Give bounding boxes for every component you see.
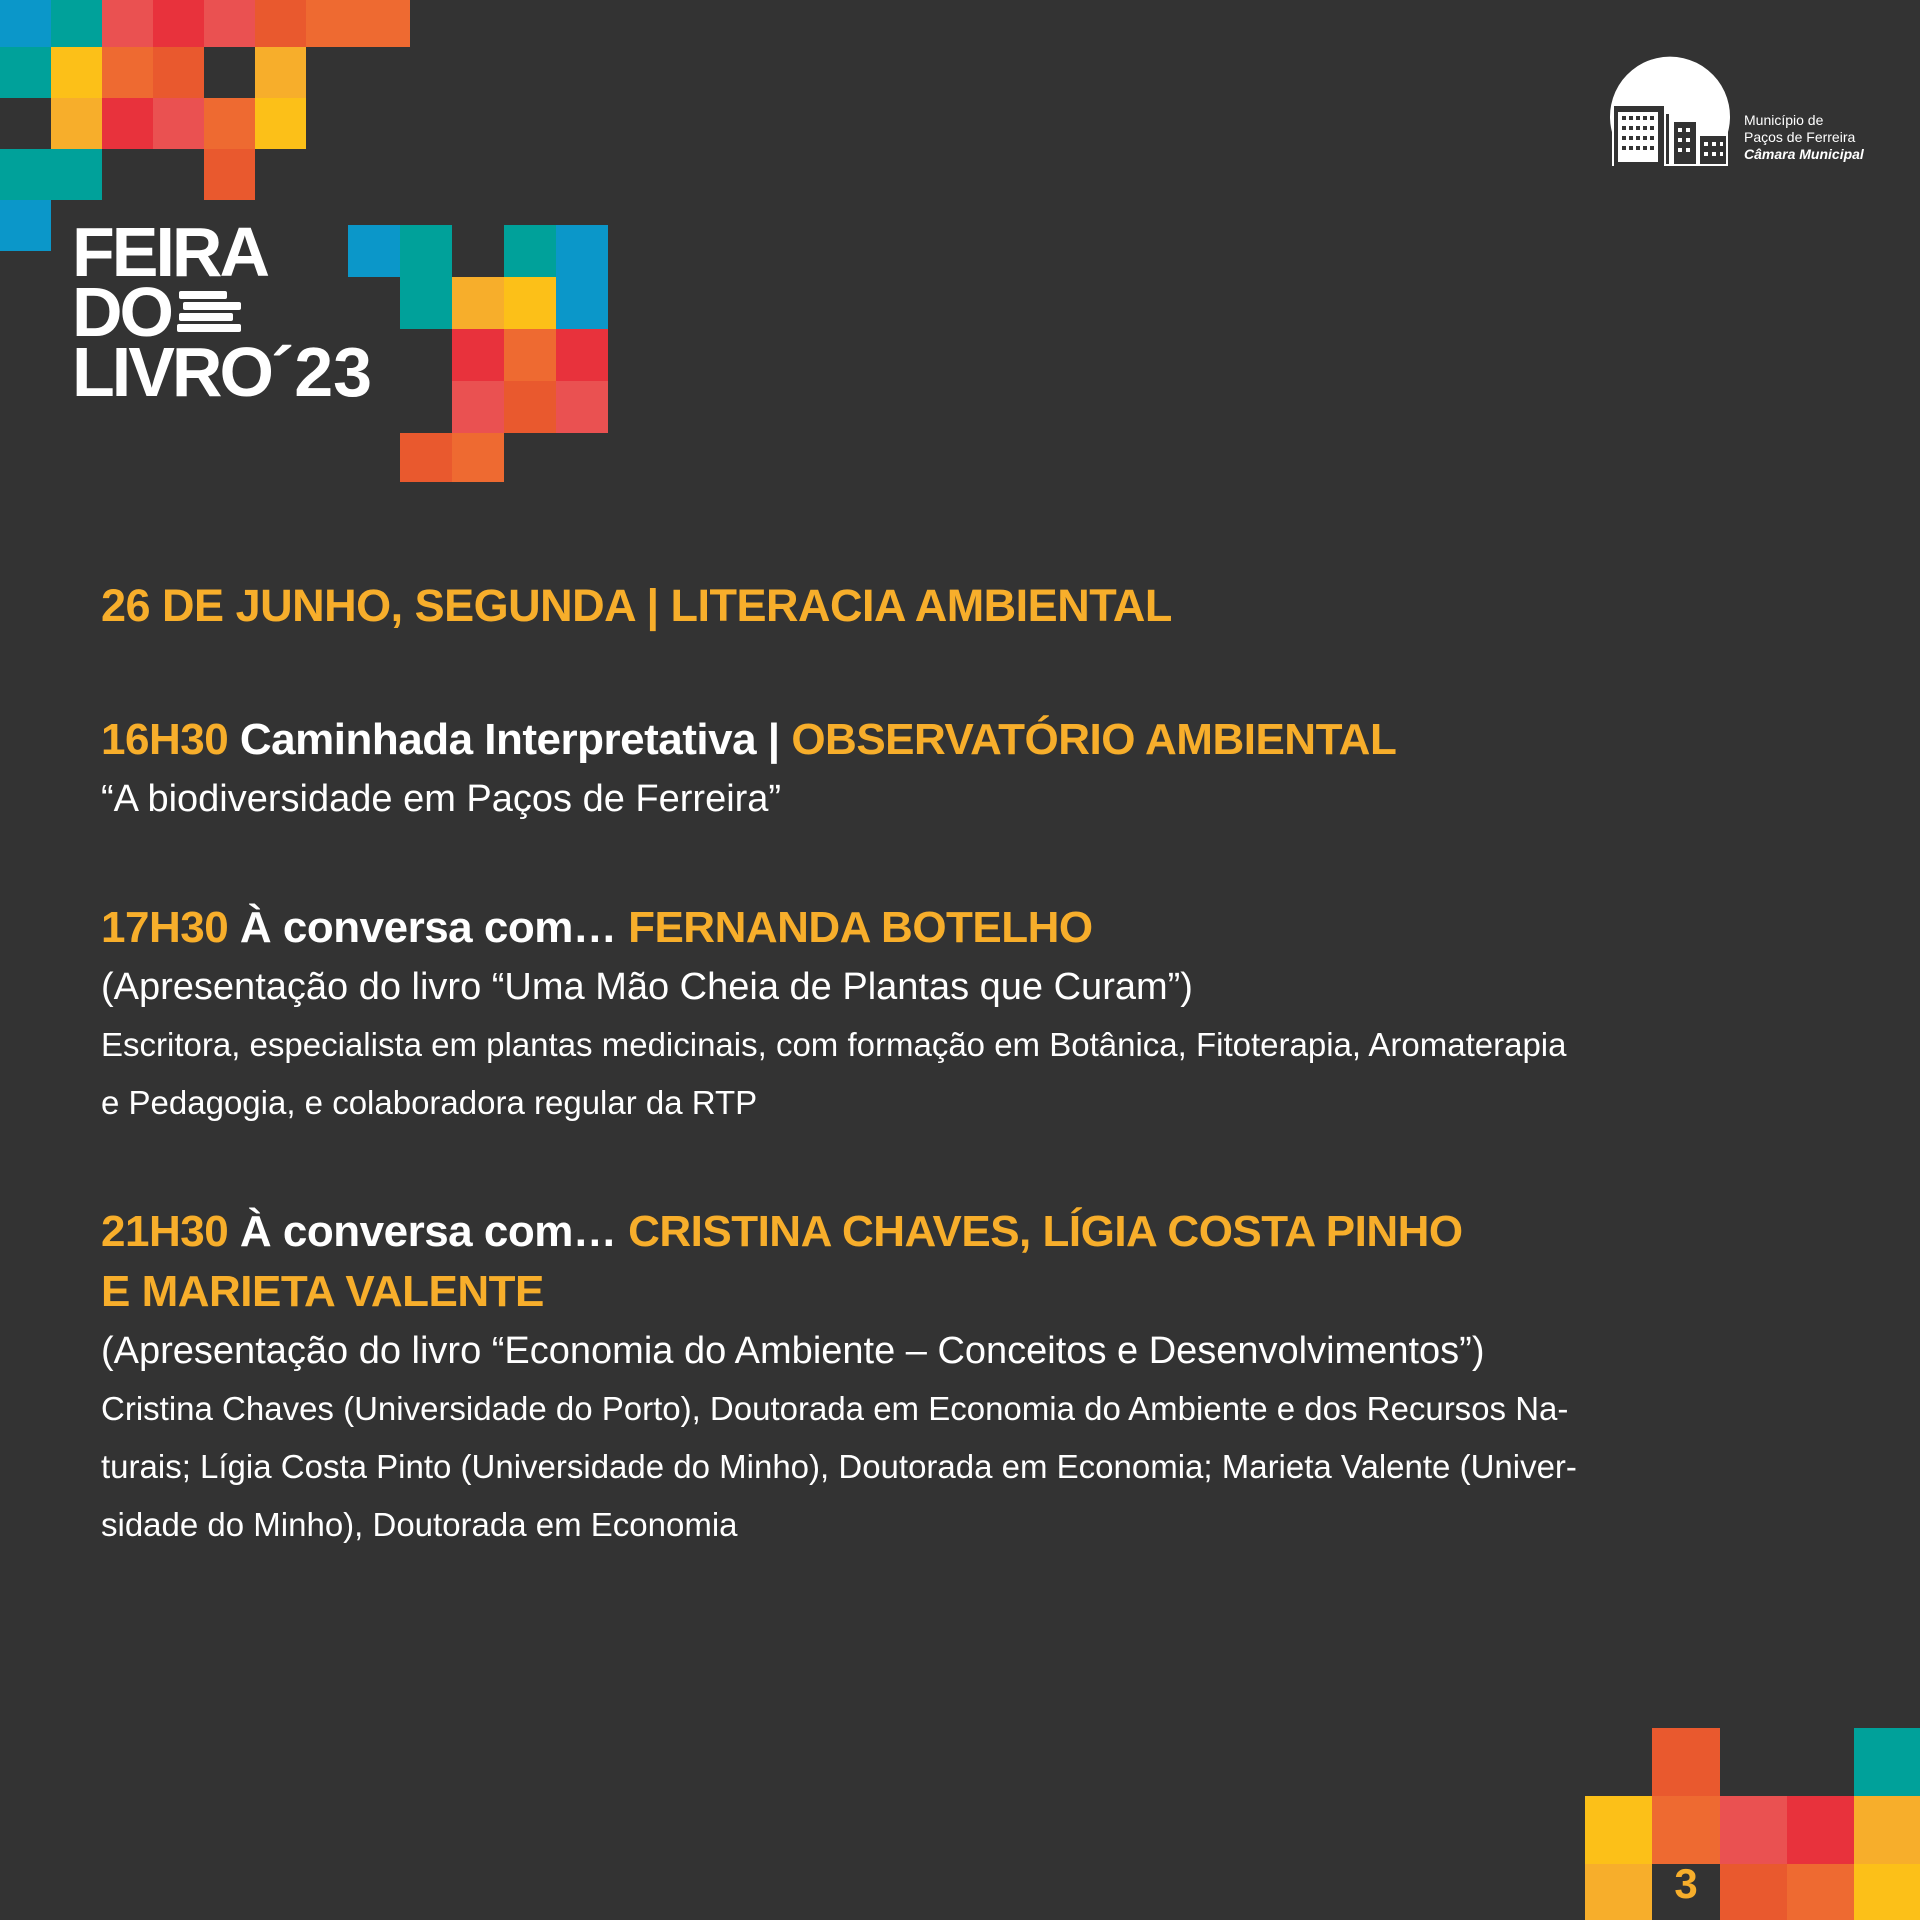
event-time: 16H30 <box>101 715 229 764</box>
municipal-name <box>1744 112 1864 163</box>
event-description-line: Escritora, especialista em plantas medicinais, com formação em Botânica, Fitoterapia, Aromaterapia <box>101 1026 1567 1063</box>
mosaic-tile <box>400 225 452 277</box>
mosaic-tile <box>1854 1728 1920 1796</box>
mosaic-tile <box>306 0 410 47</box>
mosaic-tile <box>153 47 204 98</box>
event-subtitle: “A biodiversidade em Paços de Ferreira” <box>101 778 782 820</box>
mosaic-tile <box>400 433 452 482</box>
event-description-line: turais; Lígia Costa Pinto (Universidade do Minho), Doutorada em Economia; Marieta Valente (Univer- <box>101 1448 1577 1485</box>
mosaic-tile <box>452 277 504 329</box>
mosaic-tile <box>504 381 556 433</box>
mosaic-tile <box>1652 1728 1720 1796</box>
mosaic-tile <box>1787 1864 1854 1920</box>
mosaic-tile <box>452 329 504 381</box>
page-number: 3 <box>1674 1860 1698 1907</box>
mosaic-tile <box>1585 1796 1652 1864</box>
logo-line-do-text: DO <box>72 273 171 351</box>
logo-year: ´23 <box>270 333 373 411</box>
mosaic-tile <box>1854 1796 1920 1864</box>
event-subtitle: (Apresentação do livro “Economia do Ambiente – Conceitos e Desenvolvimentos”) <box>101 1330 1485 1372</box>
event-guest-continued: E MARIETA VALENTE <box>101 1267 544 1316</box>
mosaic-tile <box>1787 1796 1854 1864</box>
mosaic-tile <box>452 433 504 482</box>
mosaic-tile <box>0 0 51 47</box>
mosaic-tile <box>102 47 153 98</box>
municipal-line-2: Paços de Ferreira <box>1744 129 1856 145</box>
event-type: À conversa com… <box>239 903 617 952</box>
mosaic-tile <box>51 0 102 47</box>
mosaic-tile <box>204 98 255 149</box>
municipal-line-3: Câmara Municipal <box>1744 146 1864 162</box>
event-item <box>101 1202 1801 1554</box>
municipal-logo <box>1608 56 1878 176</box>
mosaic-tile <box>51 47 102 98</box>
town-hall-icon <box>1608 56 1738 176</box>
mosaic-tile <box>504 225 556 277</box>
event-description-line: sidade do Minho), Doutorada em Economia <box>101 1506 738 1543</box>
mosaic-tile <box>255 47 306 98</box>
event-time: 17H30 <box>101 903 229 952</box>
mosaic-tile <box>102 0 153 47</box>
mosaic-tile <box>1720 1796 1787 1864</box>
event-guest: FERNANDA BOTELHO <box>628 903 1093 952</box>
day-heading: 26 DE JUNHO, SEGUNDA | LITERACIA AMBIENTAL <box>101 580 1172 631</box>
event-logo <box>72 213 373 411</box>
mosaic-tile <box>204 149 255 200</box>
logo-line-livro-text: LIVRO <box>72 333 271 411</box>
mosaic-tile <box>556 277 608 329</box>
mosaic-tile <box>0 200 51 251</box>
event-item <box>101 710 1801 828</box>
mosaic-tile <box>51 98 102 149</box>
mosaic-tile <box>255 98 306 149</box>
mosaic-tile <box>556 225 608 277</box>
mosaic-tile <box>1720 1864 1787 1920</box>
event-heading <box>101 1202 1801 1262</box>
mosaic-tile <box>504 277 556 329</box>
logo-line-livro <box>72 333 373 411</box>
mosaic-tile <box>504 329 556 381</box>
event-guest: OBSERVATÓRIO AMBIENTAL <box>791 715 1397 764</box>
mosaic-tile <box>204 0 255 47</box>
event-type: Caminhada Interpretativa | <box>239 715 780 764</box>
mosaic-tile <box>1585 1864 1652 1920</box>
mosaic-tile <box>400 277 452 329</box>
mosaic-tile <box>452 381 504 433</box>
event-type: À conversa com… <box>239 1207 617 1256</box>
book-stack-icon <box>179 289 243 335</box>
mosaic-tile <box>0 47 51 98</box>
logo-line-feira: FEIRA <box>72 213 267 291</box>
event-item <box>101 898 1801 1132</box>
mosaic-tile <box>556 329 608 381</box>
mosaic-tile <box>255 0 306 47</box>
event-description-line: Cristina Chaves (Universidade do Porto), Doutorada em Economia do Ambiente e dos Recursos Na- <box>101 1390 1569 1427</box>
event-subtitle: (Apresentação do livro “Uma Mão Cheia de Plantas que Curam”) <box>101 966 1193 1008</box>
municipal-line-1: Município de <box>1744 112 1824 128</box>
mosaic-tile <box>153 0 204 47</box>
mosaic-tile <box>1854 1864 1920 1920</box>
mosaic-tile <box>102 98 153 149</box>
event-description-line: e Pedagogia, e colaboradora regular da RTP <box>101 1084 758 1121</box>
mosaic-tile <box>0 149 51 200</box>
event-guest: CRISTINA CHAVES, LÍGIA COSTA PINHO <box>628 1207 1463 1256</box>
mosaic-tile <box>153 98 204 149</box>
event-heading <box>101 898 1801 958</box>
mosaic-tile <box>51 149 102 200</box>
program-content <box>101 580 1801 1554</box>
event-time: 21H30 <box>101 1207 229 1256</box>
mosaic-tile <box>556 381 608 433</box>
event-heading <box>101 710 1801 770</box>
mosaic-tile <box>1652 1796 1720 1864</box>
